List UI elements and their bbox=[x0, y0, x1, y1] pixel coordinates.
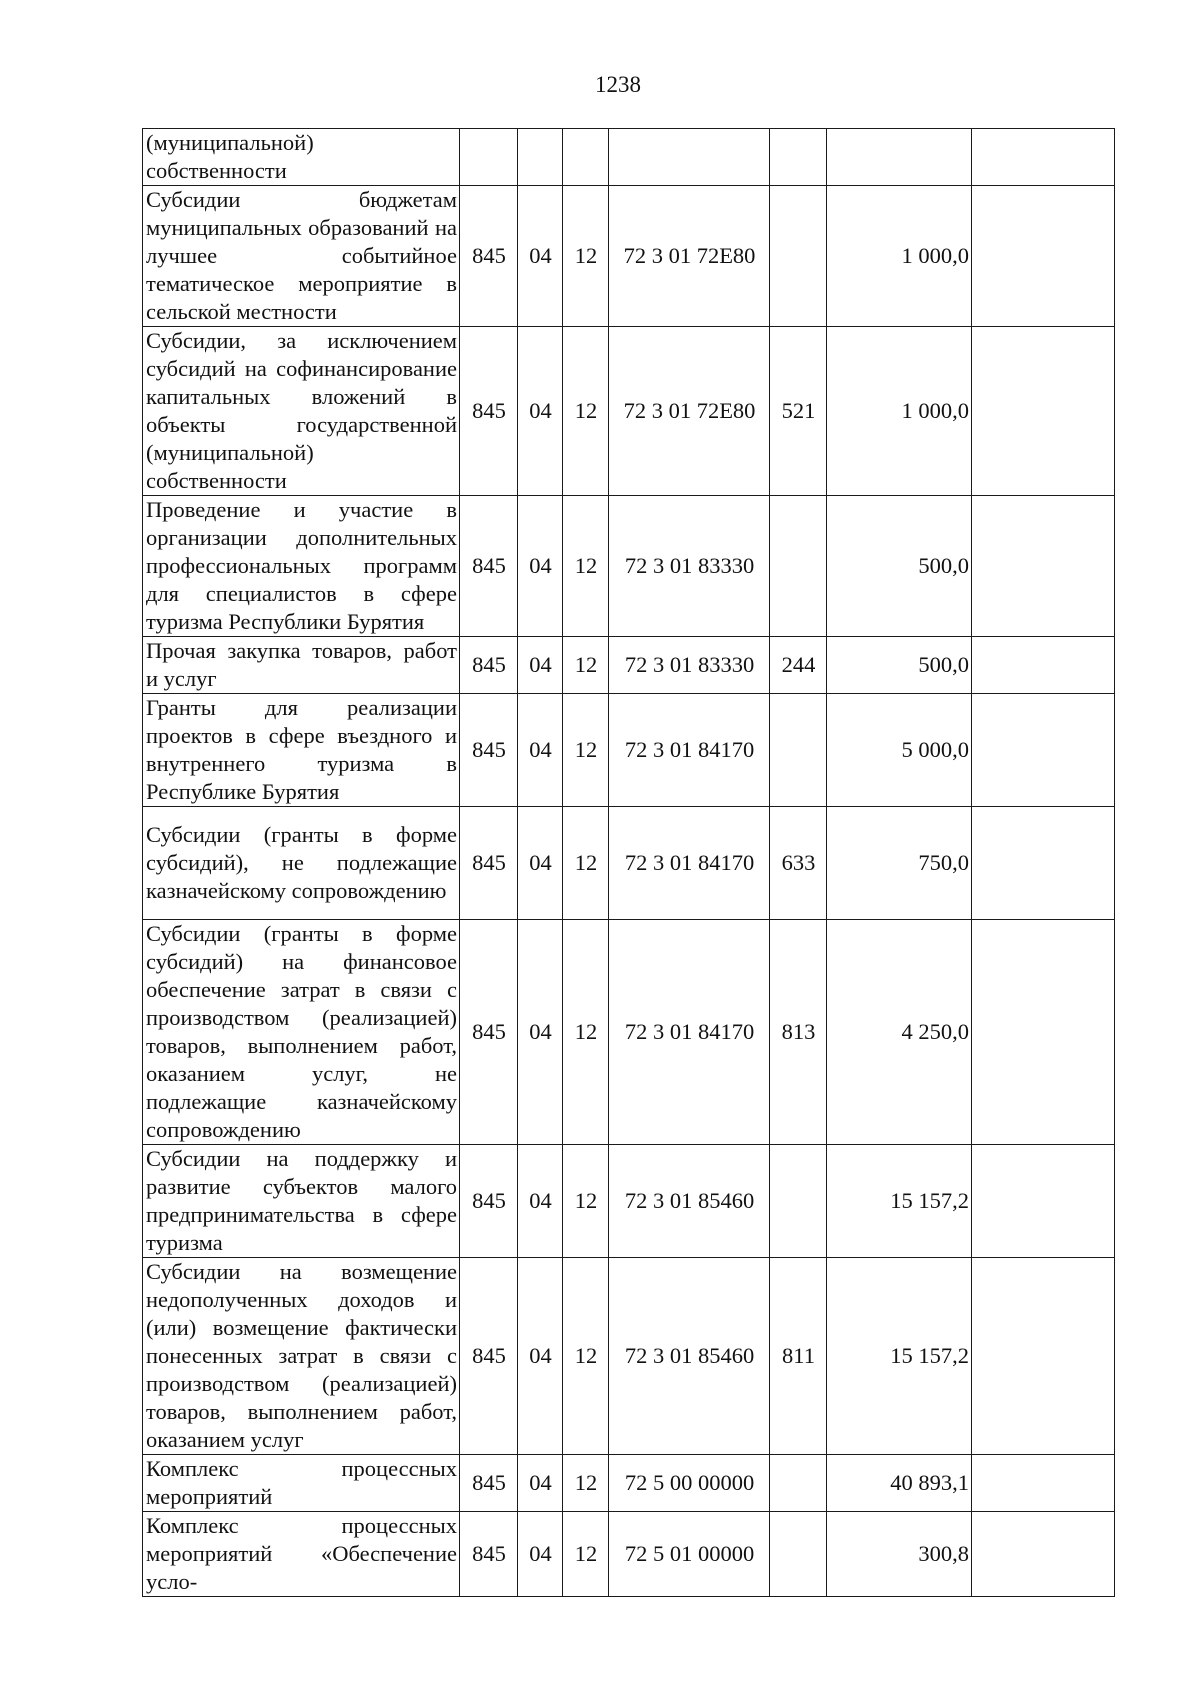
target-article-cell: 72 3 01 84170 bbox=[609, 920, 770, 1145]
grbs-code-cell: 845 bbox=[460, 1258, 518, 1455]
table-row bbox=[143, 807, 1115, 920]
grbs-code-cell: 845 bbox=[460, 327, 518, 496]
subsection-code-cell: 12 bbox=[563, 327, 609, 496]
row-name-cell: Комплекс процессных мероприятий «Обеспечение усло- bbox=[143, 1512, 460, 1597]
amount-cell: 40 893,1 bbox=[827, 1455, 972, 1512]
amount-cell: 500,0 bbox=[827, 496, 972, 637]
table-body bbox=[143, 129, 1115, 1597]
target-article-cell: 72 3 01 72Е80 bbox=[609, 186, 770, 327]
subsection-code-cell: 12 bbox=[563, 1455, 609, 1512]
target-article-cell: 72 5 00 00000 bbox=[609, 1455, 770, 1512]
empty-cell bbox=[972, 807, 1115, 920]
empty-cell bbox=[972, 186, 1115, 327]
expense-type-cell: 811 bbox=[770, 1258, 827, 1455]
amount-cell: 1 000,0 bbox=[827, 186, 972, 327]
section-code-cell: 04 bbox=[518, 694, 563, 807]
target-article-cell: 72 3 01 83330 bbox=[609, 496, 770, 637]
table-row bbox=[143, 496, 1115, 637]
amount-cell: 500,0 bbox=[827, 637, 972, 694]
grbs-code-cell: 845 bbox=[460, 496, 518, 637]
subsection-code-cell: 12 bbox=[563, 496, 609, 637]
subsection-code-cell: 12 bbox=[563, 920, 609, 1145]
target-article-cell: 72 3 01 83330 bbox=[609, 637, 770, 694]
expense-type-cell bbox=[770, 129, 827, 186]
row-name-cell: (муниципальной) собственности bbox=[143, 129, 460, 186]
expense-type-cell: 813 bbox=[770, 920, 827, 1145]
row-name-cell: Субсидии (гранты в форме субсидий), не подлежащие казначейскому сопровождению bbox=[143, 807, 460, 920]
empty-cell bbox=[972, 920, 1115, 1145]
amount-cell: 750,0 bbox=[827, 807, 972, 920]
grbs-code-cell bbox=[460, 129, 518, 186]
expense-type-cell: 633 bbox=[770, 807, 827, 920]
subsection-code-cell: 12 bbox=[563, 637, 609, 694]
section-code-cell bbox=[518, 129, 563, 186]
section-code-cell: 04 bbox=[518, 327, 563, 496]
empty-cell bbox=[972, 1512, 1115, 1597]
subsection-code-cell: 12 bbox=[563, 1258, 609, 1455]
table-row bbox=[143, 129, 1115, 186]
amount-cell bbox=[827, 129, 972, 186]
table-row bbox=[143, 920, 1115, 1145]
grbs-code-cell: 845 bbox=[460, 186, 518, 327]
empty-cell bbox=[972, 129, 1115, 186]
row-name-cell: Субсидии на возмещение недополученных доходов и (или) возмещение фактически понесенных затрат в связи с производством (реализацией) товаров, выполнением работ, оказанием услуг bbox=[143, 1258, 460, 1455]
target-article-cell: 72 3 01 85460 bbox=[609, 1145, 770, 1258]
row-name-cell: Комплекс процессных мероприятий bbox=[143, 1455, 460, 1512]
amount-cell: 15 157,2 bbox=[827, 1258, 972, 1455]
section-code-cell: 04 bbox=[518, 1455, 563, 1512]
grbs-code-cell: 845 bbox=[460, 807, 518, 920]
empty-cell bbox=[972, 1258, 1115, 1455]
row-name-cell: Прочая закупка товаров, работ и услуг bbox=[143, 637, 460, 694]
subsection-code-cell: 12 bbox=[563, 1145, 609, 1258]
section-code-cell: 04 bbox=[518, 1512, 563, 1597]
table-row bbox=[143, 327, 1115, 496]
section-code-cell: 04 bbox=[518, 1258, 563, 1455]
row-name-cell: Субсидии (гранты в форме субсидий) на финансовое обеспечение затрат в связи с производством (реализацией) товаров, выполнением работ, оказанием услуг, не подлежащие казначейскому сопровождению bbox=[143, 920, 460, 1145]
row-name-cell: Субсидии, за исключением субсидий на софинансирование капитальных вложений в объекты государственной (муниципальной) собственности bbox=[143, 327, 460, 496]
section-code-cell: 04 bbox=[518, 186, 563, 327]
amount-cell: 4 250,0 bbox=[827, 920, 972, 1145]
expense-type-cell: 244 bbox=[770, 637, 827, 694]
row-name-cell: Субсидии бюджетам муниципальных образований на лучшее событийное тематическое мероприятие в сельской местности bbox=[143, 186, 460, 327]
subsection-code-cell: 12 bbox=[563, 694, 609, 807]
row-name-cell: Субсидии на поддержку и развитие субъектов малого предпринимательства в сфере туризма bbox=[143, 1145, 460, 1258]
grbs-code-cell: 845 bbox=[460, 1455, 518, 1512]
section-code-cell: 04 bbox=[518, 637, 563, 694]
budget-table bbox=[142, 128, 1115, 1597]
grbs-code-cell: 845 bbox=[460, 920, 518, 1145]
target-article-cell: 72 3 01 84170 bbox=[609, 807, 770, 920]
table-row bbox=[143, 637, 1115, 694]
table-row bbox=[143, 186, 1115, 327]
grbs-code-cell: 845 bbox=[460, 1145, 518, 1258]
empty-cell bbox=[972, 327, 1115, 496]
subsection-code-cell: 12 bbox=[563, 807, 609, 920]
subsection-code-cell: 12 bbox=[563, 1512, 609, 1597]
empty-cell bbox=[972, 694, 1115, 807]
page-number: 1238 bbox=[595, 72, 641, 97]
section-code-cell: 04 bbox=[518, 496, 563, 637]
grbs-code-cell: 845 bbox=[460, 1512, 518, 1597]
table-row bbox=[143, 1512, 1115, 1597]
table-row bbox=[143, 1145, 1115, 1258]
amount-cell: 300,8 bbox=[827, 1512, 972, 1597]
subsection-code-cell: 12 bbox=[563, 186, 609, 327]
empty-cell bbox=[972, 637, 1115, 694]
expense-type-cell bbox=[770, 496, 827, 637]
row-name-cell: Проведение и участие в организации дополнительных профессиональных программ для специалистов в сфере туризма Республики Бурятия bbox=[143, 496, 460, 637]
expense-type-cell bbox=[770, 1512, 827, 1597]
empty-cell bbox=[972, 1145, 1115, 1258]
target-article-cell: 72 3 01 85460 bbox=[609, 1258, 770, 1455]
empty-cell bbox=[972, 1455, 1115, 1512]
amount-cell: 15 157,2 bbox=[827, 1145, 972, 1258]
empty-cell bbox=[972, 496, 1115, 637]
amount-cell: 1 000,0 bbox=[827, 327, 972, 496]
table-row bbox=[143, 1258, 1115, 1455]
section-code-cell: 04 bbox=[518, 920, 563, 1145]
amount-cell: 5 000,0 bbox=[827, 694, 972, 807]
section-code-cell: 04 bbox=[518, 1145, 563, 1258]
expense-type-cell bbox=[770, 186, 827, 327]
grbs-code-cell: 845 bbox=[460, 694, 518, 807]
target-article-cell: 72 3 01 84170 bbox=[609, 694, 770, 807]
subsection-code-cell bbox=[563, 129, 609, 186]
table-row bbox=[143, 694, 1115, 807]
target-article-cell bbox=[609, 129, 770, 186]
expense-type-cell bbox=[770, 1455, 827, 1512]
grbs-code-cell: 845 bbox=[460, 637, 518, 694]
section-code-cell: 04 bbox=[518, 807, 563, 920]
expense-type-cell bbox=[770, 694, 827, 807]
expense-type-cell: 521 bbox=[770, 327, 827, 496]
target-article-cell: 72 5 01 00000 bbox=[609, 1512, 770, 1597]
expense-type-cell bbox=[770, 1145, 827, 1258]
target-article-cell: 72 3 01 72Е80 bbox=[609, 327, 770, 496]
table-row bbox=[143, 1455, 1115, 1512]
row-name-cell: Гранты для реализации проектов в сфере въездного и внутреннего туризма в Республике Бурятия bbox=[143, 694, 460, 807]
